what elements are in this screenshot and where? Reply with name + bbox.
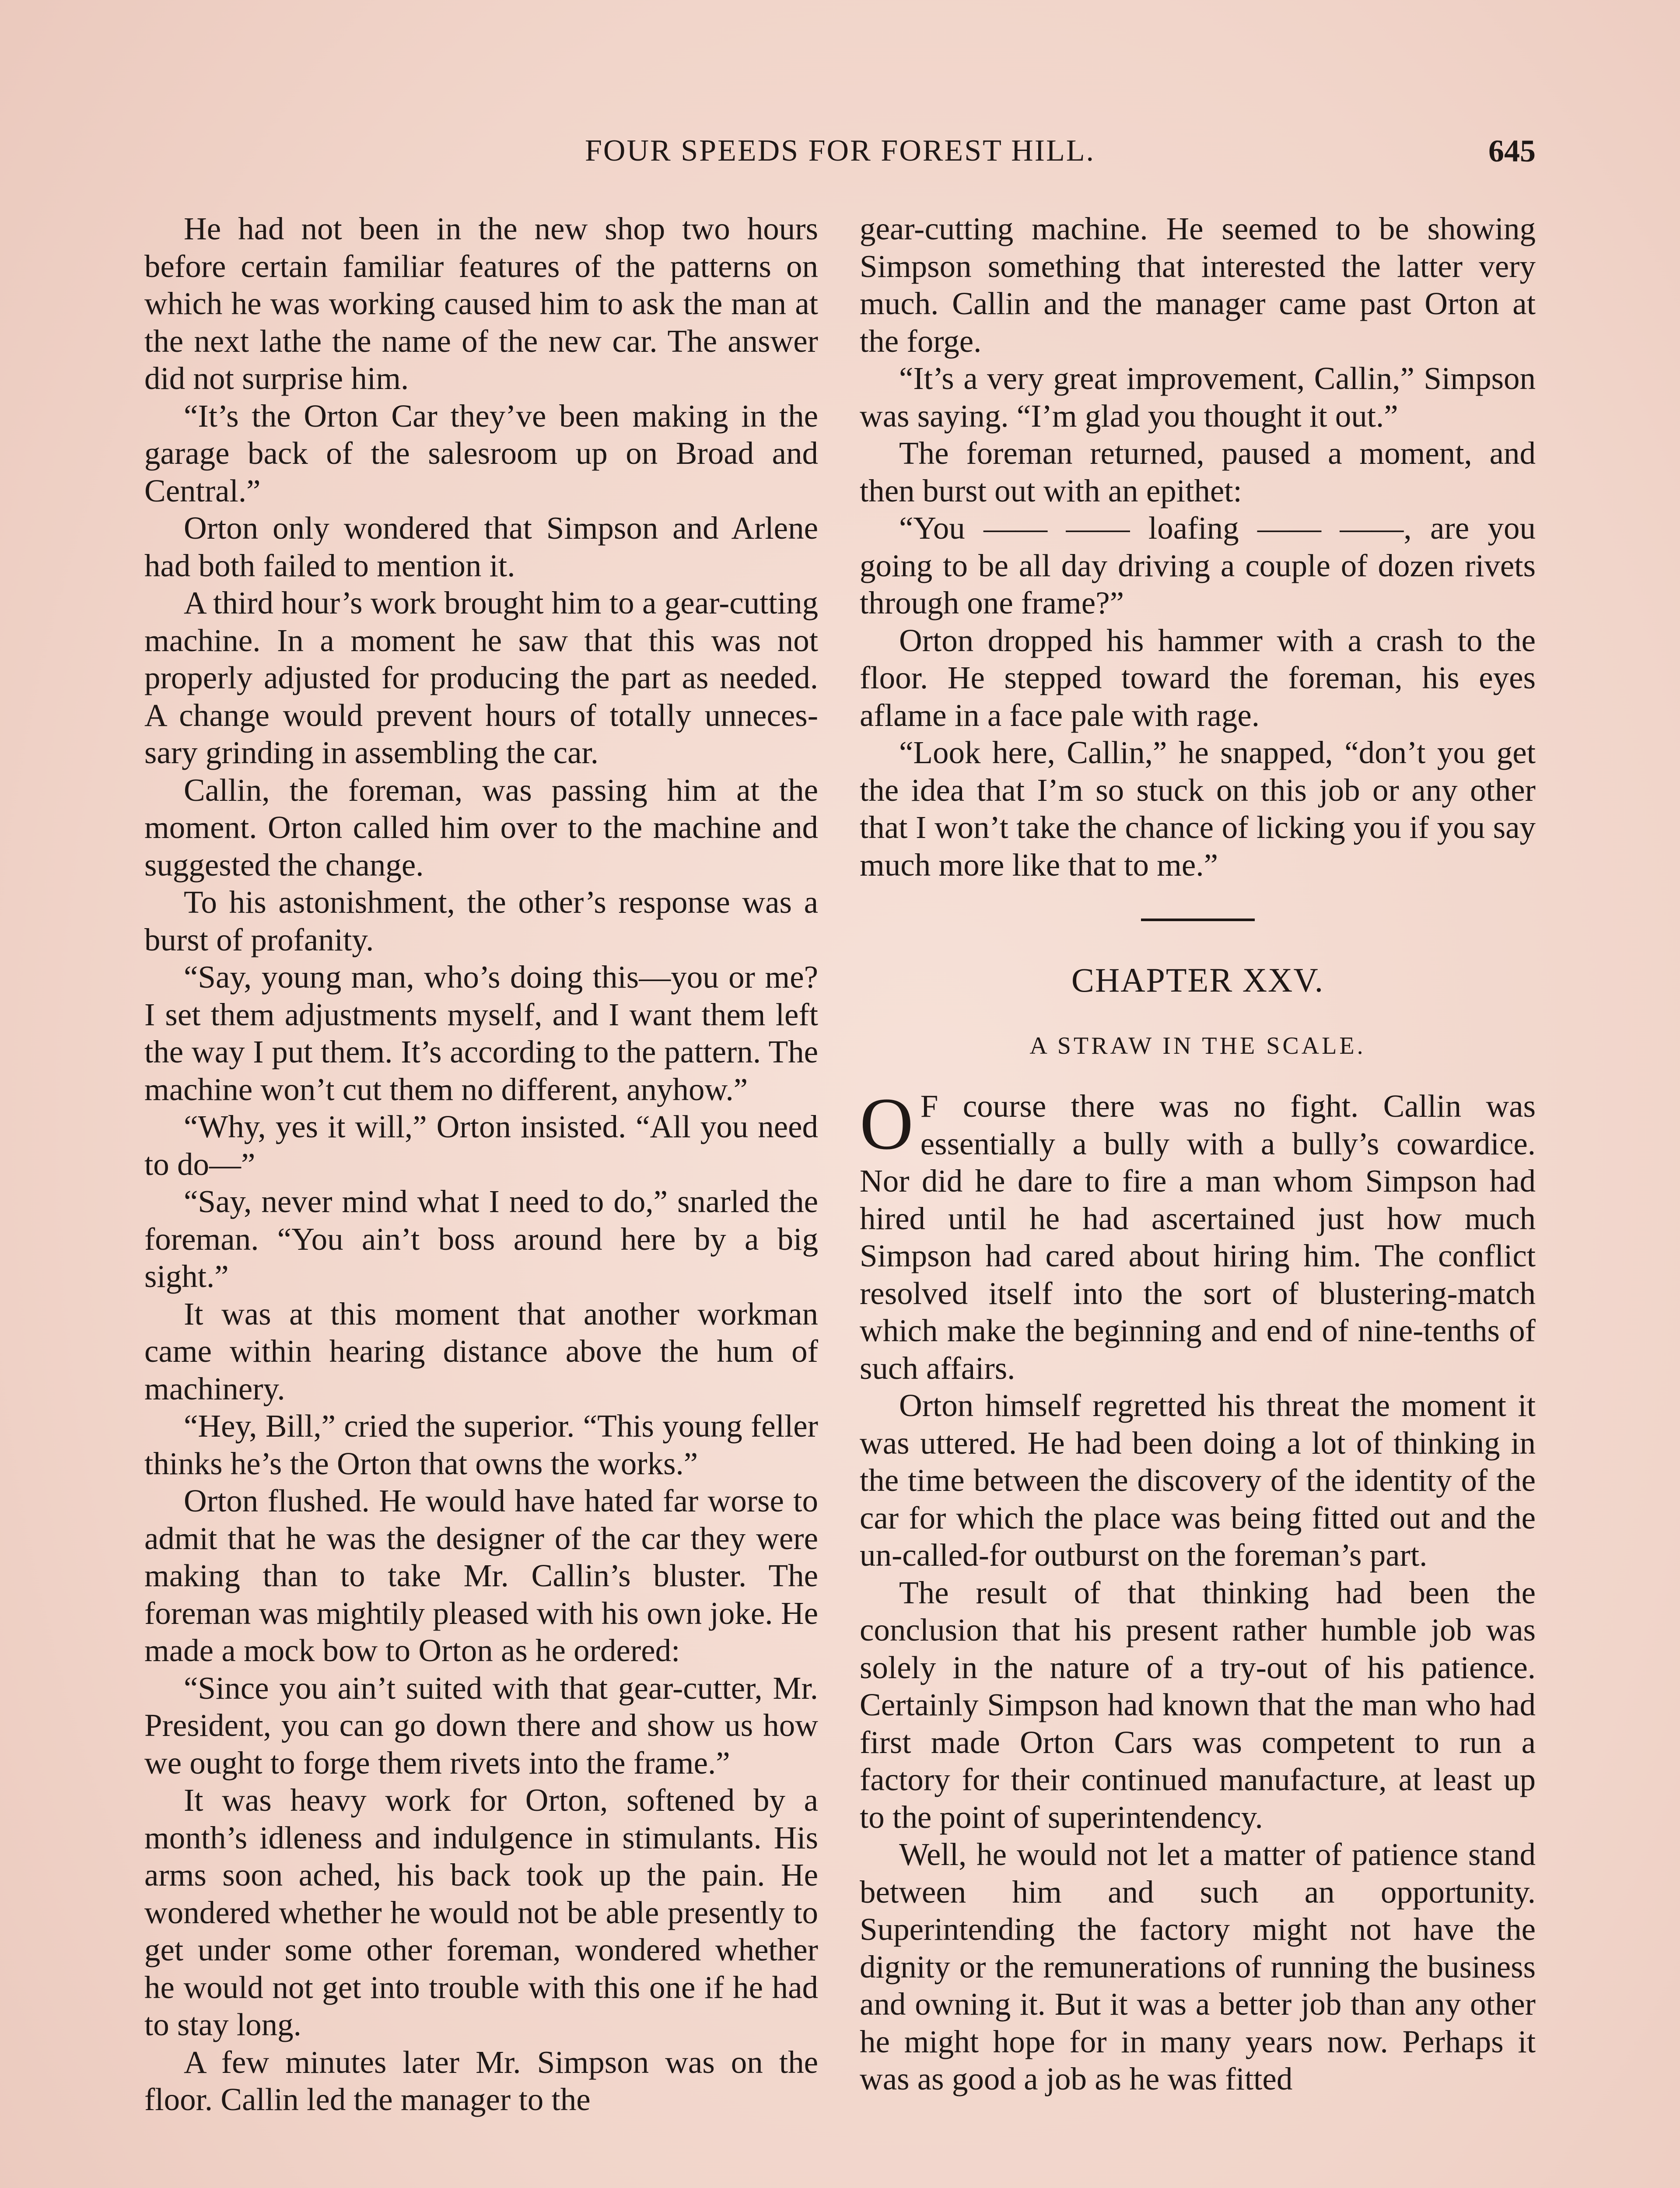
paragraph: “Hey, Bill,” cried the superior. “This young feller thinks he’s the Orton that owns the works.” <box>144 1408 818 1481</box>
paragraph: Orton flushed. He would have hated far worse to admit that he was the designer of the car they were making than to take Mr. Callin’s bluster. The foreman was mightily pleased with his own joke. He made a mock bow to Orton as he ordered: <box>144 1483 818 1668</box>
paragraph: The result of that thinking had been the conclusion that his present rather humble job was solely in the nature of a try-out of his patience. Certainly Simpson had known that the man who had first made Orton Cars was competent to run a factory for their continued manufacture, at least up to the point of superintendency. <box>860 1574 1536 1835</box>
paragraph: A third hour’s work brought him to a gear-cutting machine. In a moment he saw that this was not properly adjusted for producing the part as needed. A change would prevent hours of totally unnecessary grinding in assembling the car. <box>144 585 818 770</box>
paragraph: It was at this moment that another workman came within hearing distance above the hum of machinery. <box>144 1296 818 1406</box>
running-head: FOUR SPEEDS FOR FOREST HILL. <box>585 134 1095 168</box>
left-column <box>144 210 818 2118</box>
drop-cap: O <box>860 1083 914 1165</box>
paragraph: He had not been in the new shop two hours before certain familiar features of the patterns on which he was working caused him to ask the man at the next lathe the name of the new car. The answer did not surprise him. <box>144 211 818 396</box>
paragraph: The foreman returned, paused a moment, and then burst out with an epithet: <box>860 435 1536 508</box>
paragraph: “You —— —— loafing —— ——, are you going to be all day driving a couple of dozen rivets through one frame?” <box>860 510 1536 621</box>
chapter-heading: CHAPTER XXV. <box>1071 961 1324 999</box>
paragraph: Orton himself regretted his threat the moment it was uttered. He had been doing a lot of thinking in the time between the discovery of the identity of the car for which the place was being fitted out and the un-called-for outburst on the foreman’s part. <box>860 1388 1536 1573</box>
opening-paragraph <box>860 1083 1536 1387</box>
paragraph: Orton only wondered that Simpson and Arlene had both failed to mention it. <box>144 510 818 583</box>
paragraph: “Look here, Callin,” he snapped, “don’t you get the idea that I’m so stuck on this job or any other that I won’t take the chance of licking you if you say much more like that to me.” <box>860 735 1536 883</box>
paragraph: “Since you ain’t suited with that gear-cutter, Mr. President, you can go down there and show us how we ought to forge them rivets into the frame.” <box>144 1670 818 1781</box>
right-column <box>860 210 1536 2098</box>
paragraph: Orton dropped his hammer with a crash to the floor. He stepped toward the foreman, his eyes aflame in a face pale with rage. <box>860 622 1536 733</box>
page-header <box>144 129 1536 182</box>
paragraph: It was heavy work for Orton, softened by a month’s idleness and indulgence in stimulants. His arms soon ached, his back took up the pain. He wondered whether he would not be able presently to get under some other foreman, wondered whether he would not get into trouble with this one if he had to stay long. <box>144 1782 818 2042</box>
paragraph: “Say, young man, who’s doing this—you or me? I set them adjustments myself, and I want them left the way I put them. It’s according to the pattern. The machine won’t cut them no different, anyhow.” <box>144 959 818 1107</box>
paragraph: “Why, yes it will,” Orton insisted. “All you need to do—” <box>144 1109 818 1182</box>
paragraph: gear-cutting machine. He seemed to be showing Simpson something that interested the latter very much. Callin and the manager came past Orton at the forge. <box>860 211 1536 359</box>
paragraph: Callin, the foreman, was passing him at the moment. Orton called him over to the machine and suggested the change. <box>144 772 818 883</box>
opening-text: F course there was no fight. Callin was essentially a bully with a bully’s cowardice. Nor did he dare to fire a man whom Simpson had hired until he had ascertained just how much Simpson had cared about hiring him. The conflict resolved itself into the sort of blustering-match which make the beginning and end of nine-tenths of such affairs. <box>860 1088 1536 1386</box>
page-number: 645 <box>1488 133 1536 168</box>
paragraph: “It’s a very great improvement, Callin,” Simpson was saying. “I’m glad you thought it out.” <box>860 361 1536 434</box>
paragraph: “It’s the Orton Car they’ve been making in the garage back of the salesroom up on Broad and Central.” <box>144 398 818 508</box>
section-divider <box>1141 919 1255 921</box>
paragraph: To his astonishment, the other’s response was a burst of profanity. <box>144 884 818 957</box>
paragraph: “Say, never mind what I need to do,” snarled the foreman. “You ain’t boss around here by a big sight.” <box>144 1184 818 1294</box>
chapter-title: A STRAW IN THE SCALE. <box>1029 1032 1366 1059</box>
paragraph: Well, he would not let a matter of patience stand between him and such an opportunity. Superintending the factory might not have the dignity or the remunerations of running the business and owning it. But it was a better job than any other he might hope for in many years now. Perhaps it was as good a job as he was fitted <box>860 1837 1536 2097</box>
paragraph: A few minutes later Mr. Simpson was on the floor. Callin led the manager to the <box>144 2044 818 2117</box>
